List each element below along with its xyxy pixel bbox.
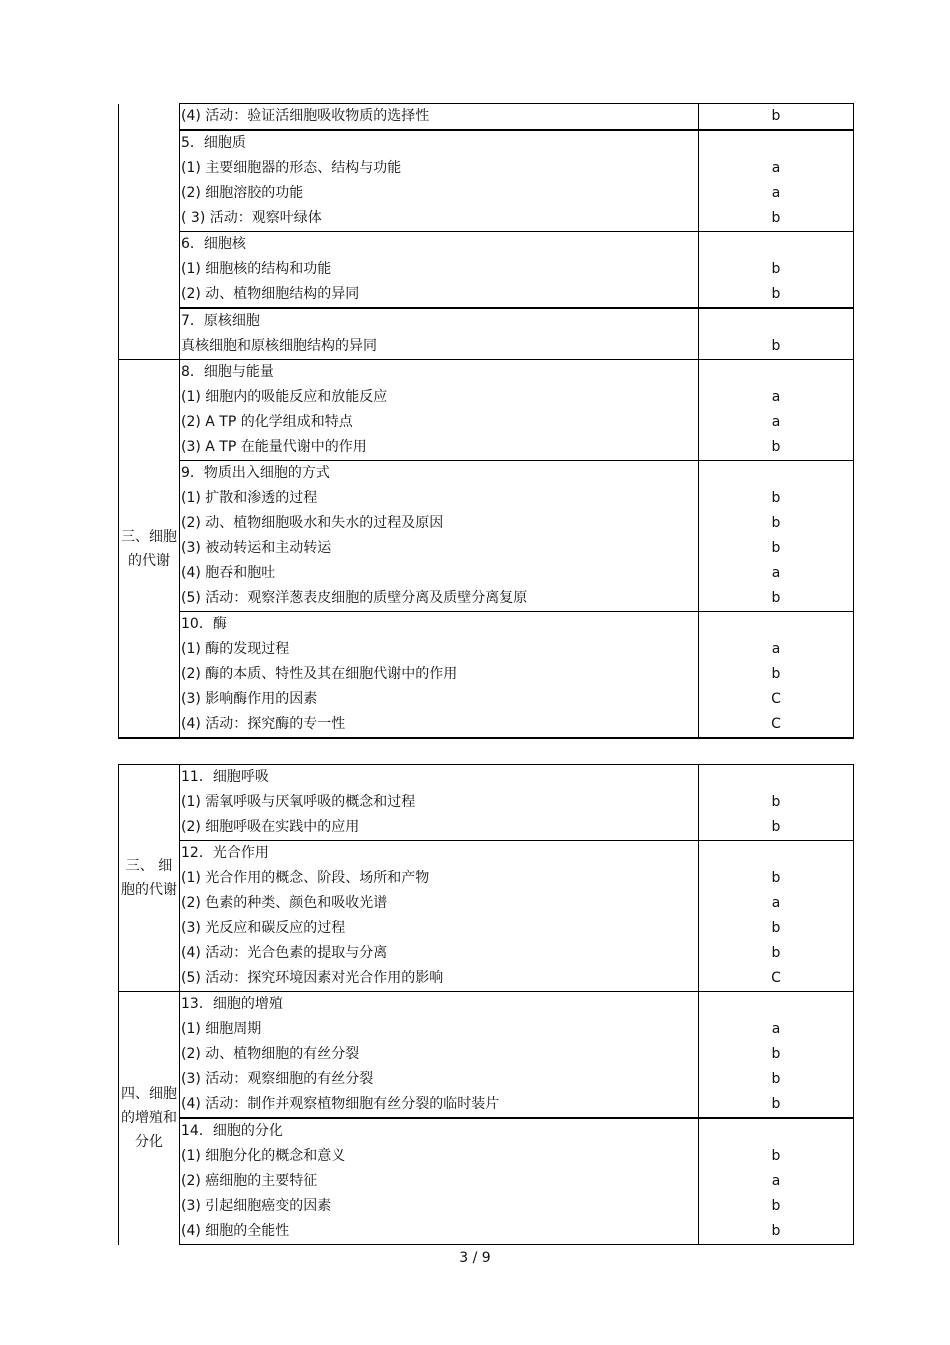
topic-line: (3) 引起细胞癌变的因素 <box>181 1198 332 1214</box>
grade-value: b <box>771 666 781 682</box>
topic-line: ( 3) 活动：观察叶绿体 <box>181 210 322 226</box>
topic-line: (4) 活动：光合色素的提取与分离 <box>181 945 388 961</box>
grade-value: b <box>771 439 781 455</box>
topic-heading: 11．细胞呼吸 <box>181 769 269 785</box>
topic-line: (2) 细胞溶胶的功能 <box>181 185 304 201</box>
grade-value <box>699 765 853 790</box>
grade-value: a <box>771 895 781 911</box>
syllabus-table-2 <box>118 764 854 1245</box>
grade-value: a <box>771 414 781 430</box>
grade-value: b <box>771 920 781 936</box>
topic-line: (1) 细胞分化的概念和意义 <box>181 1148 346 1164</box>
grade-value: b <box>771 210 781 226</box>
grade-value: b <box>771 490 781 506</box>
grade-cell <box>699 992 854 1119</box>
grade-value <box>699 1119 853 1144</box>
grade-value: b <box>771 540 781 556</box>
grade-cell <box>699 461 854 612</box>
grade-cell <box>699 104 854 131</box>
grade-cell <box>699 765 854 841</box>
topic-line: (1) 细胞周期 <box>181 1021 262 1037</box>
category-cell: 三、细胞的代谢 <box>119 360 180 739</box>
topic-cell <box>180 992 699 1119</box>
grade-value: a <box>771 389 781 405</box>
topic-line: (3) 影响酶作用的因素 <box>181 691 318 707</box>
grade-value <box>699 992 853 1017</box>
topic-heading: 8．细胞与能量 <box>181 364 274 380</box>
grade-value <box>699 461 853 486</box>
topic-line: (5) 活动：观察洋葱表皮细胞的质壁分离及质壁分离复原 <box>181 590 528 606</box>
grade-value: a <box>771 641 781 657</box>
topic-cell <box>180 1118 699 1245</box>
topic-cell <box>180 841 699 992</box>
grade-cell <box>699 130 854 232</box>
topic-line: (3) A TP 在能量代谢中的作用 <box>181 439 367 455</box>
grade-cell <box>699 612 854 739</box>
grade-value: a <box>771 185 781 201</box>
grade-cell <box>699 841 854 992</box>
grade-value <box>699 131 853 156</box>
category-cell: 四、细胞的增殖和分化 <box>119 992 180 1245</box>
syllabus-table-1 <box>118 103 854 739</box>
grade-value: b <box>771 1071 781 1087</box>
topic-line: (3) 被动转运和主动转运 <box>181 540 332 556</box>
topic-line: (4) 活动：验证活细胞吸收物质的选择性 <box>181 108 430 124</box>
grade-value: b <box>771 108 781 124</box>
topic-heading: 10．酶 <box>181 616 227 632</box>
grade-value: b <box>771 945 781 961</box>
grade-value <box>699 309 853 334</box>
category-cell: 三、 细胞的代谢 <box>119 765 180 992</box>
topic-line: (3) 光反应和碳反应的过程 <box>181 920 346 936</box>
topic-heading: 5．细胞质 <box>181 135 246 151</box>
grade-value: C <box>771 970 781 986</box>
topic-heading: 7．原核细胞 <box>181 313 260 329</box>
topic-cell <box>180 130 699 232</box>
topic-line: (2) 动、植物细胞吸水和失水的过程及原因 <box>181 515 444 531</box>
category-cell-empty <box>119 104 180 360</box>
grade-value: b <box>771 1198 781 1214</box>
topic-line: (1) 细胞核的结构和功能 <box>181 261 332 277</box>
topic-line: (2) 癌细胞的主要特征 <box>181 1173 318 1189</box>
topic-line: (2) 动、植物细胞的有丝分裂 <box>181 1046 360 1062</box>
grade-value: b <box>771 870 781 886</box>
topic-line: (4) 细胞的全能性 <box>181 1223 290 1239</box>
grade-value: a <box>771 1173 781 1189</box>
topic-line: (1) 扩散和渗透的过程 <box>181 490 318 506</box>
grade-value: a <box>771 160 781 176</box>
grade-cell <box>699 360 854 461</box>
grade-value: b <box>771 515 781 531</box>
topic-cell <box>180 104 699 131</box>
topic-heading: 13．细胞的增殖 <box>181 996 283 1012</box>
grade-value: b <box>771 286 781 302</box>
topic-heading: 9．物质出入细胞的方式 <box>181 465 330 481</box>
topic-cell <box>180 360 699 461</box>
topic-cell <box>180 612 699 739</box>
grade-value: a <box>771 565 781 581</box>
grade-value <box>699 612 853 637</box>
topic-heading: 12．光合作用 <box>181 845 269 861</box>
grade-value: b <box>771 261 781 277</box>
grade-value: b <box>771 819 781 835</box>
grade-cell <box>699 1118 854 1245</box>
topic-line: 真核细胞和原核细胞结构的异同 <box>181 338 377 354</box>
topic-heading: 14．细胞的分化 <box>181 1123 283 1139</box>
page-number: 3 / 9 <box>459 1250 491 1266</box>
topic-cell <box>180 232 699 309</box>
topic-line: (1) 酶的发现过程 <box>181 641 290 657</box>
grade-value: b <box>771 1223 781 1239</box>
topic-line: (2) 细胞呼吸在实践中的应用 <box>181 819 360 835</box>
topic-line: (2) 酶的本质、特性及其在细胞代谢中的作用 <box>181 666 458 682</box>
topic-line: (3) 活动：观察细胞的有丝分裂 <box>181 1071 374 1087</box>
topic-cell <box>180 461 699 612</box>
topic-line: (1) 主要细胞器的形态、结构与功能 <box>181 160 402 176</box>
grade-value: b <box>771 590 781 606</box>
topic-line: (1) 光合作用的概念、阶段、场所和产物 <box>181 870 430 886</box>
grade-value: b <box>771 1096 781 1112</box>
grade-value: b <box>771 338 781 354</box>
grade-value: b <box>771 794 781 810</box>
topic-line: (4) 胞吞和胞吐 <box>181 565 276 581</box>
topic-line: (4) 活动：探究酶的专一性 <box>181 716 346 732</box>
topic-line: (5) 活动：探究环境因素对光合作用的影响 <box>181 970 444 986</box>
topic-line: (1) 细胞内的吸能反应和放能反应 <box>181 389 388 405</box>
grade-value: b <box>771 1148 781 1164</box>
grade-value: C <box>771 691 781 707</box>
topic-heading: 6．细胞核 <box>181 236 246 252</box>
grade-value: C <box>771 716 781 732</box>
grade-value: b <box>771 1046 781 1062</box>
topic-line: (4) 活动：制作并观察植物细胞有丝分裂的临时装片 <box>181 1096 500 1112</box>
grade-value <box>699 232 853 257</box>
topic-cell <box>180 765 699 841</box>
grade-value: a <box>771 1021 781 1037</box>
grade-value <box>699 841 853 866</box>
topic-line: (2) A TP 的化学组成和特点 <box>181 414 353 430</box>
grade-cell <box>699 232 854 309</box>
grade-cell <box>699 308 854 360</box>
topic-cell <box>180 308 699 360</box>
topic-line: (2) 动、植物细胞结构的异同 <box>181 286 360 302</box>
grade-value <box>699 360 853 385</box>
topic-line: (2) 色素的种类、颜色和吸收光谱 <box>181 895 388 911</box>
topic-line: (1) 需氧呼吸与厌氧呼吸的概念和过程 <box>181 794 416 810</box>
